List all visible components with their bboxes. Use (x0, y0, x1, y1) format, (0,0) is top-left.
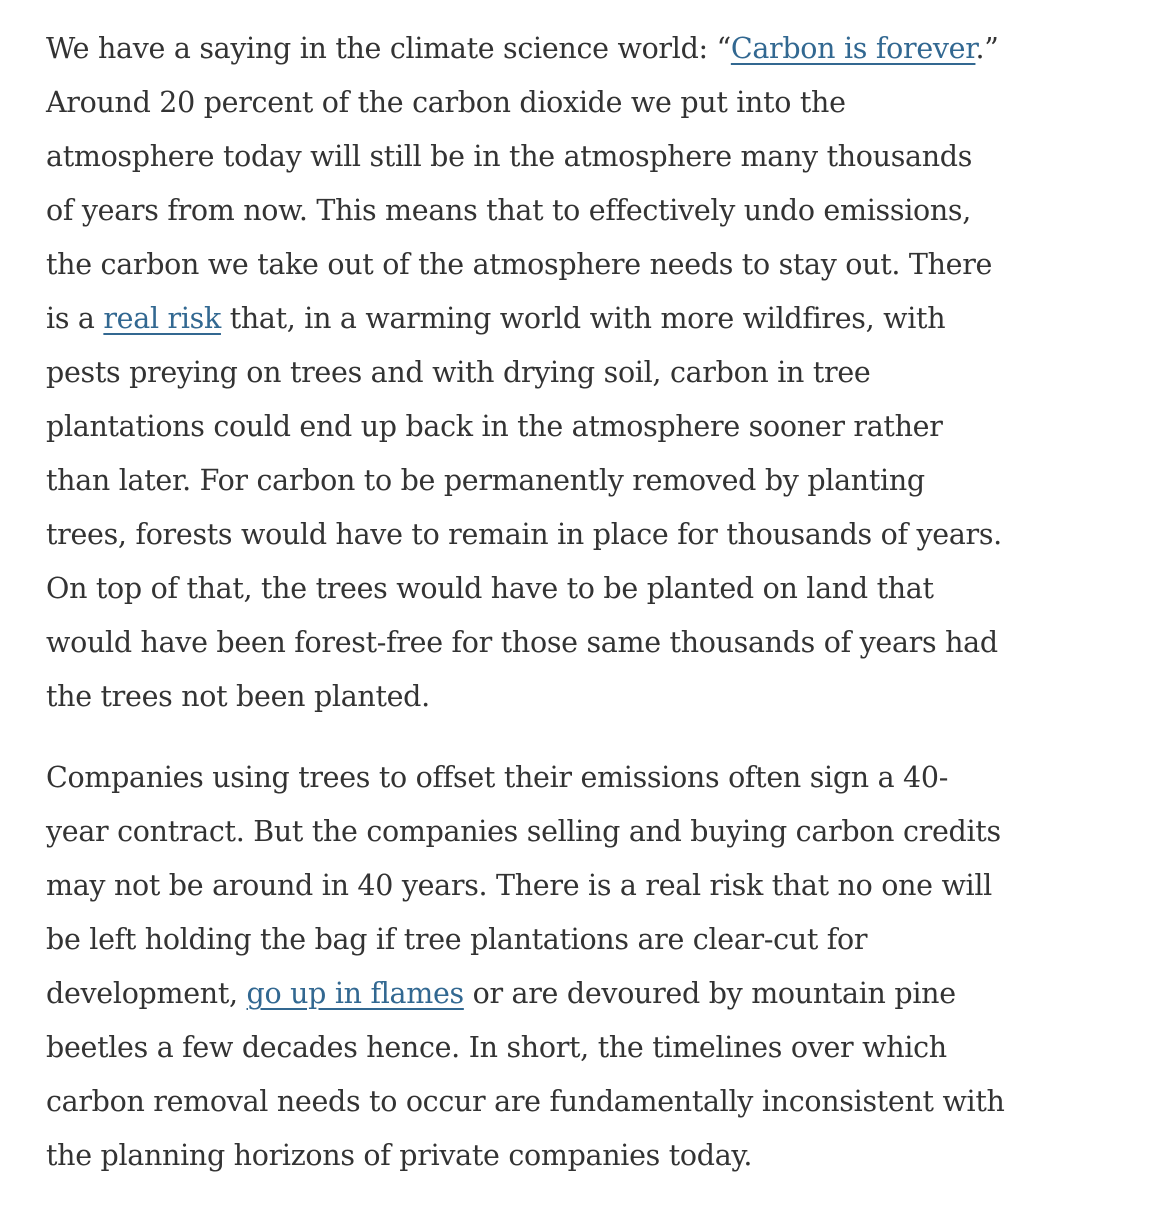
text-segment: is a (46, 302, 104, 335)
text-segment: the planning horizons of private companies today. (46, 1139, 753, 1172)
text-line (46, 292, 1005, 346)
paragraph (46, 22, 1005, 724)
text-segment: trees, forests would have to remain in place for thousands of years. (46, 518, 1002, 551)
text-line (46, 400, 1005, 454)
text-segment: We have a saying in the climate science world: “ (46, 32, 731, 65)
text-line (46, 751, 1005, 805)
text-segment: of years from now. This means that to effectively undo emissions, (46, 194, 972, 227)
text-segment: plantations could end up back in the atmosphere sooner rather (46, 410, 943, 443)
text-segment: pests preying on trees and with drying soil, carbon in tree (46, 356, 871, 389)
paragraph (46, 751, 1005, 1183)
text-segment: atmosphere today will still be in the atmosphere many thousands (46, 140, 973, 173)
text-line (46, 1129, 1005, 1183)
text-line (46, 805, 1005, 859)
text-segment: be left holding the bag if tree plantations are clear-cut for (46, 923, 868, 956)
article-link[interactable]: real risk (103, 302, 221, 335)
text-segment: or are devoured by mountain pine (463, 977, 956, 1010)
text-line (46, 1075, 1005, 1129)
article-body (46, 22, 1005, 1210)
text-line (46, 859, 1005, 913)
text-line (46, 508, 1005, 562)
text-segment: would have been forest-free for those same thousands of years had (46, 626, 998, 659)
text-line (46, 346, 1005, 400)
text-segment: than later. For carbon to be permanently removed by planting (46, 464, 925, 497)
text-segment: carbon removal needs to occur are fundamentally inconsistent with (46, 1085, 1005, 1118)
text-segment: that, in a warming world with more wildfires, with (220, 302, 946, 335)
text-line (46, 670, 1005, 724)
text-line (46, 616, 1005, 670)
text-line (46, 184, 1005, 238)
text-segment: Around 20 percent of the carbon dioxide we put into the (46, 86, 846, 119)
text-line (46, 76, 1005, 130)
text-segment: beetles a few decades hence. In short, the timelines over which (46, 1031, 947, 1064)
text-segment: development, (46, 977, 247, 1010)
text-line (46, 130, 1005, 184)
article-link[interactable]: Carbon is forever (730, 32, 976, 65)
text-line (46, 562, 1005, 616)
text-line (46, 1021, 1005, 1075)
text-segment: .” (975, 32, 999, 65)
text-line (46, 238, 1005, 292)
text-line (46, 454, 1005, 508)
text-segment: the carbon we take out of the atmosphere needs to stay out. There (46, 248, 993, 281)
text-line (46, 967, 1005, 1021)
text-line (46, 913, 1005, 967)
text-segment: Companies using trees to offset their emissions often sign a 40- (46, 761, 949, 794)
article-link[interactable]: go up in flames (246, 977, 464, 1010)
text-segment: On top of that, the trees would have to be planted on land that (46, 572, 934, 605)
text-line (46, 22, 1005, 76)
text-segment: the trees not been planted. (46, 680, 430, 713)
text-segment: year contract. But the companies selling and buying carbon credits (46, 815, 1001, 848)
text-segment: may not be around in 40 years. There is a real risk that no one will (46, 869, 992, 902)
